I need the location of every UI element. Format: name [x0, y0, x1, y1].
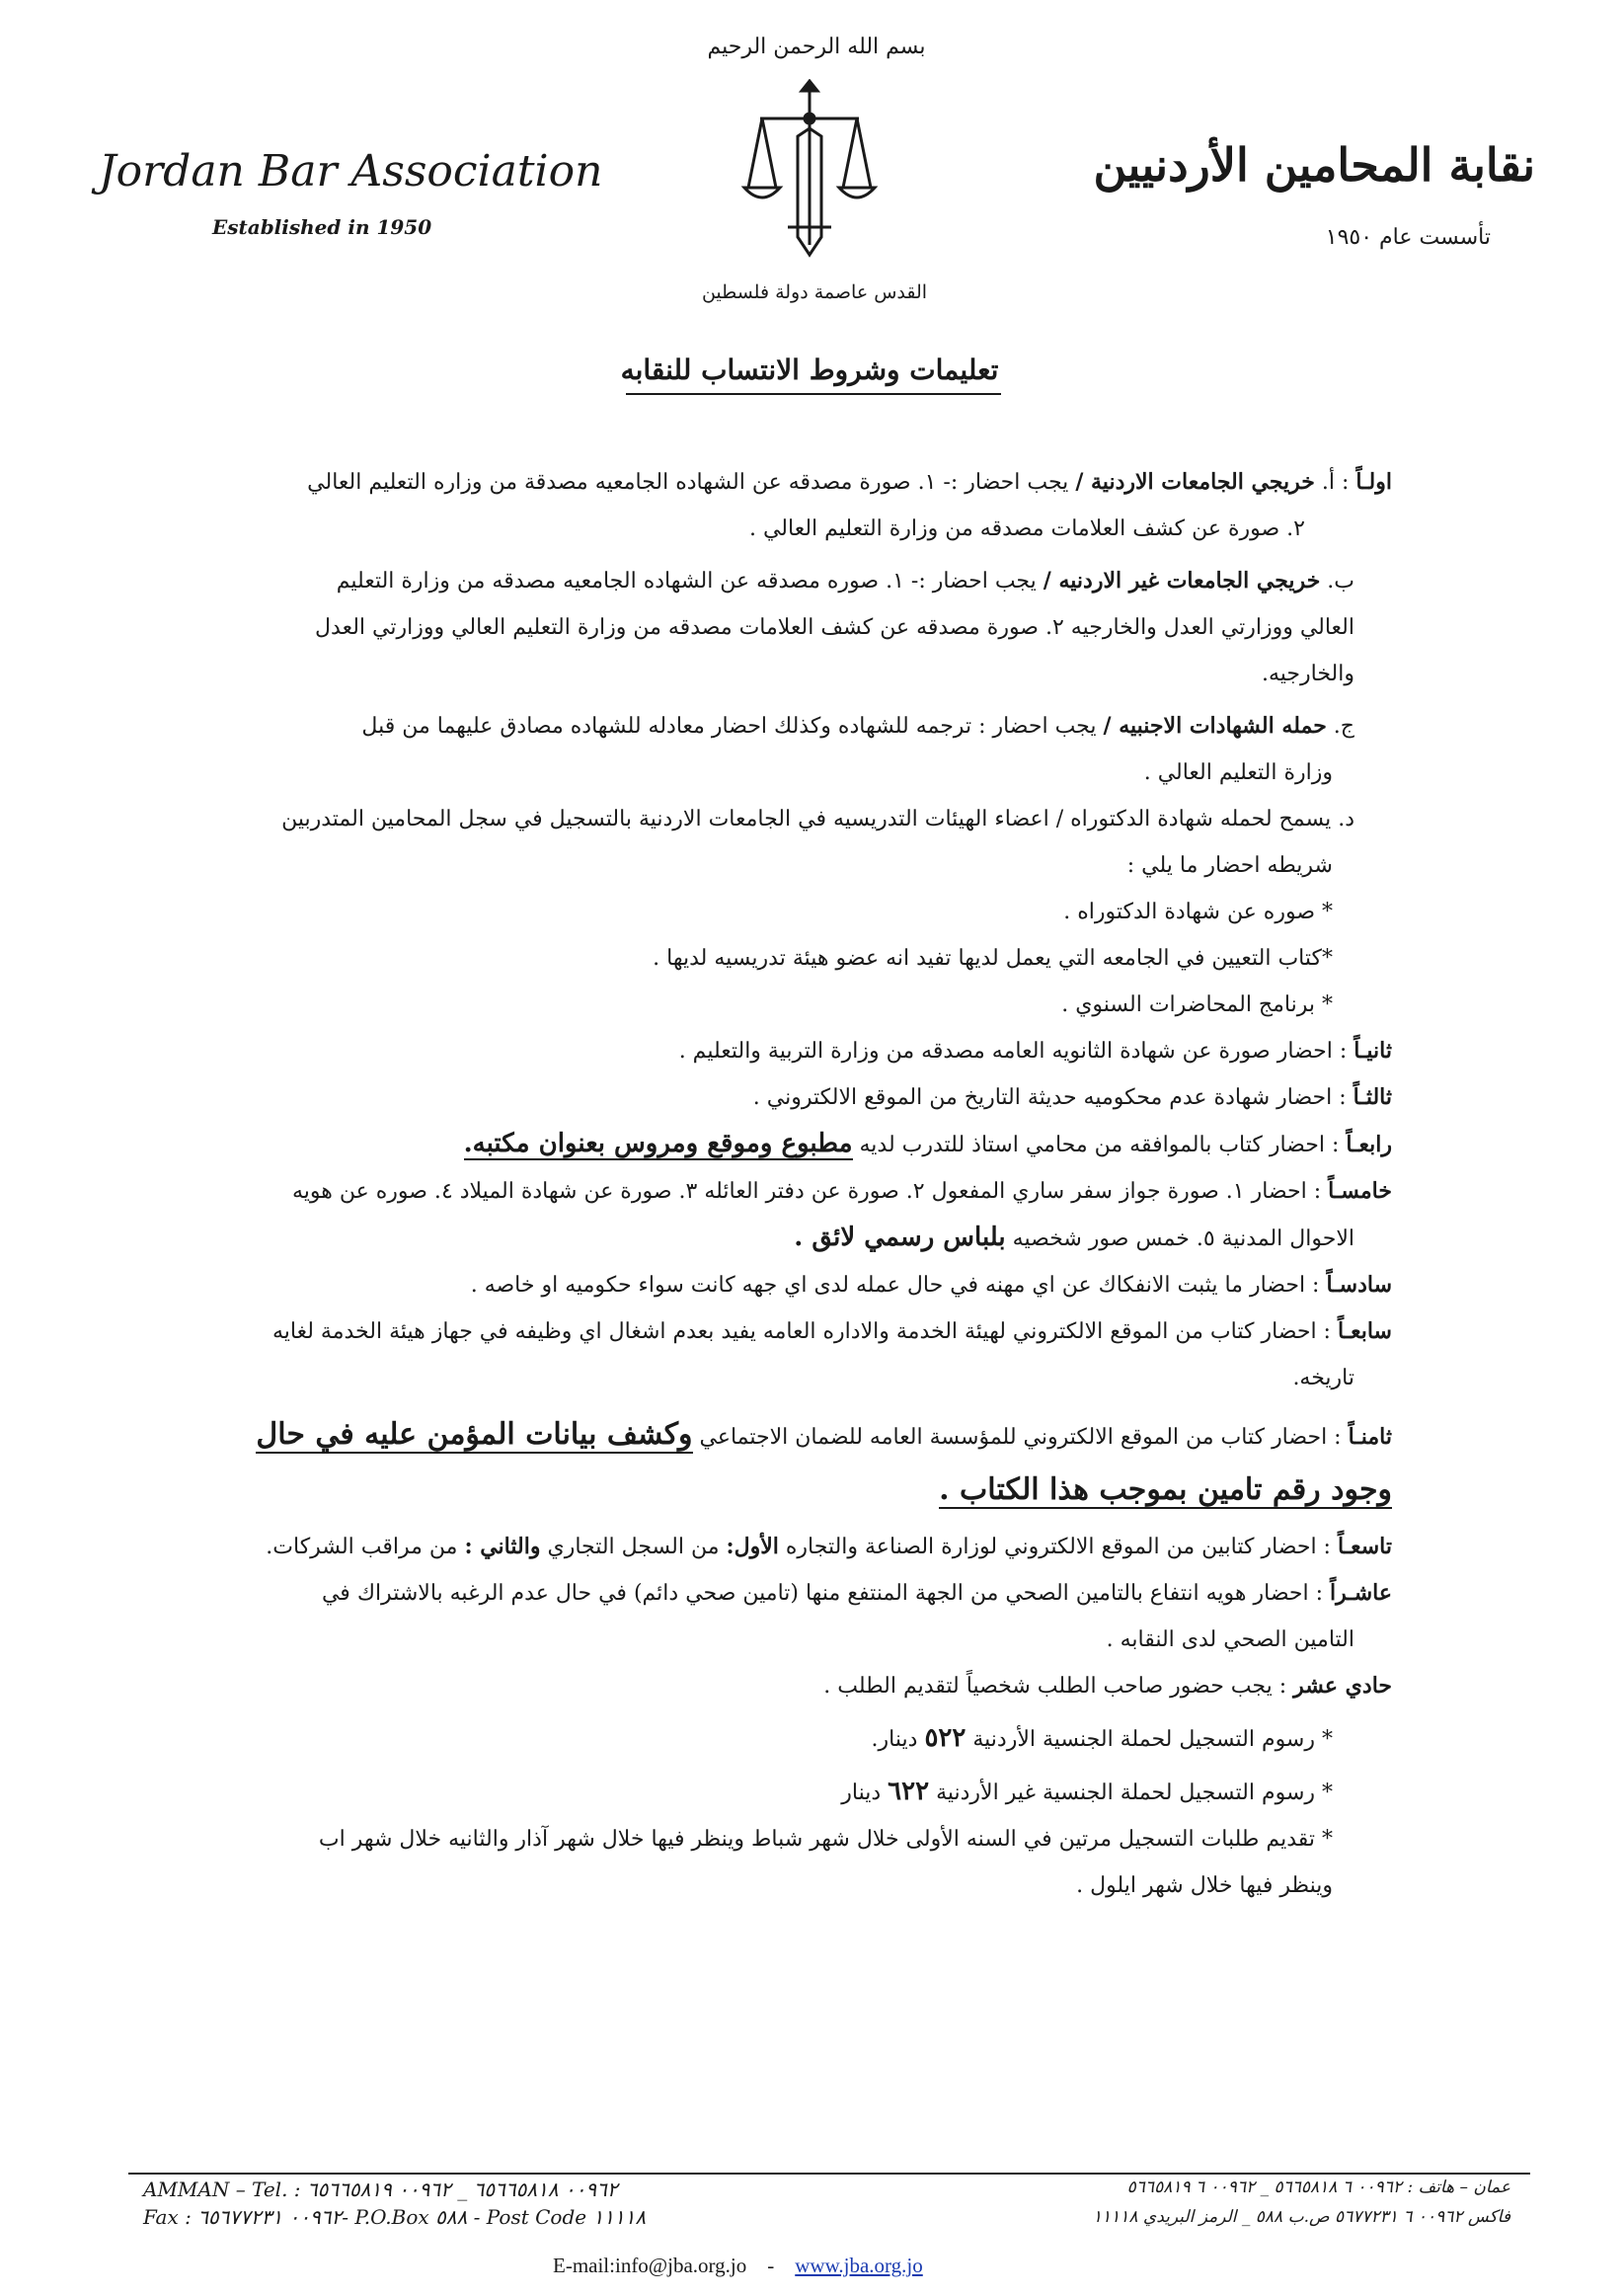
document-body [242, 459, 1392, 1909]
section-3 [242, 1074, 1392, 1121]
basmala: بسم الله الرحمن الرحيم [707, 35, 926, 59]
section-1-b-label: خريجي الجامعات غير الاردنيه / [1043, 568, 1321, 594]
section-7 [242, 1308, 1392, 1355]
section-1-b-line2: العالي ووزارتي العدل والخارجيه ٢. صورة مصدقه عن كشف العلامات مصدقه من وزارة التعليم العالي ووزارتي العدل [315, 615, 1354, 640]
page-title: تعليمات وشروط الانتساب للنقابه [620, 354, 999, 386]
fee-non-jordanian-amount: ٦٢٢ [888, 1777, 930, 1806]
section-7-line1: : احضار كتاب من الموقع الالكتروني لهيئة الخدمة والاداره العامه يفيد بعدم اشغال اي وظيفه في جهاز هيئة الخدمة لغايه [272, 1319, 1331, 1344]
section-9-text3: من مراقب الشركات. [266, 1535, 458, 1559]
english-org-name: Jordan Bar Association [99, 146, 603, 197]
section-6-label: سادسـاً [1326, 1272, 1392, 1298]
section-6 [242, 1262, 1392, 1308]
footer-contact [553, 2254, 923, 2278]
schedule-line2: وينظر فيها خلال شهر ايلول . [1076, 1873, 1333, 1898]
section-9-second: والثاني : [464, 1534, 541, 1559]
fee-non-jordanian [242, 1769, 1392, 1816]
section-11-label: حادي عشر [1293, 1673, 1392, 1699]
fee-jordanian-currency: دينار. [871, 1727, 918, 1752]
section-2-label: ثانيـاً [1353, 1038, 1392, 1064]
section-9-text2: من السجل التجاري [547, 1535, 720, 1559]
footer-arabic-fax: فاكس ٠٠٩٦٢ ٦ ٥٦٧٧٢٣١ ص.ب ٥٨٨ _ الرمز البريدي ١١١١٨ [1092, 2207, 1510, 2227]
scales-of-justice-icon [740, 79, 879, 267]
section-1-d-item3: * برنامج المحاضرات السنوي . [1061, 992, 1333, 1017]
section-1-label: اولـاً [1355, 469, 1392, 495]
fee-non-jordanian-currency: دينار [841, 1781, 882, 1805]
section-5-line2-wrap [242, 1215, 1392, 1262]
section-3-label: ثالثـاً [1353, 1084, 1392, 1110]
section-10-line2: التامين الصحي لدى النقابه . [1106, 1627, 1354, 1652]
section-8-label: ثامنـاً [1348, 1424, 1392, 1450]
footer-fax: Fax : ٠٠٩٦٢ ٦٥٦٧٧٢٣١- P.O.Box ٥٨٨ - Post Code ١١١١٨ [143, 2205, 647, 2229]
section-4-text: : احضار كتاب بالموافقه من محامي استاذ للتدرب لديه [859, 1133, 1340, 1157]
section-2 [242, 1028, 1392, 1074]
section-1-c-label: حمله الشهادات الاجنبيه / [1103, 713, 1327, 739]
section-1-c-line1: يجب احضار : ترجمه للشهاده وكذلك احضار معادله للشهاده مصادق عليهما من قبل [361, 714, 1097, 739]
section-5-bold: بلباس رسمي لائق . [794, 1223, 1006, 1252]
arabic-subtitle: القدس عاصمة دولة فلسطين [701, 281, 928, 303]
section-9-text1: : احضار كتابين من الموقع الالكتروني لوزارة الصناعة والتجاره [785, 1535, 1331, 1559]
section-7-line2: تاريخه. [1292, 1366, 1354, 1390]
section-5 [242, 1168, 1392, 1215]
section-9-first: الأول: [726, 1534, 779, 1559]
section-1-a-line2: ٢. صورة عن كشف العلامات مصدقه من وزارة التعليم العالي . [748, 516, 1305, 541]
title-underline [626, 393, 1001, 395]
section-11 [242, 1663, 1392, 1709]
section-6-text: : احضار ما يثبت الانفكاك عن اي مهنه في حال عمله لدى اي جهه كانت سواء حكوميه او خاصه . [470, 1273, 1320, 1298]
section-7-label: سابعـاً [1337, 1318, 1392, 1344]
section-10-label: عاشـراً [1330, 1580, 1392, 1606]
schedule-line1: * تقديم طلبات التسجيل مرتين في السنه الأولى خلال شهر شباط وينظر فيها خلال شهر آذار والثانيه خلال شهر اب [318, 1827, 1333, 1852]
footer-telephone: AMMAN – Tel. : ٠٠٩٦٢ ٦٥٦٦٥٨١٨ _ ٠٠٩٦٢ ٦٥٦٦٥٨١٩ [143, 2177, 618, 2201]
section-1-b: ب. خريجي الجامعات غير الاردنيه / يجب احضار :- ١. صوره مصدقه عن الشهاده الجامعيه مصدقه من وزارة التعليم [336, 568, 1354, 594]
section-9 [242, 1524, 1392, 1570]
section-1-c: ج. حمله الشهادات الاجنبيه / يجب احضار : ترجمه للشهاده وكذلك احضار معادله للشهاده مصادق عليهما من قبل [361, 713, 1354, 739]
footer-email[interactable]: E-mail:info@jba.org.jo [553, 2254, 747, 2277]
section-10 [242, 1570, 1392, 1617]
section-5-line2: الاحوال المدنية ٥. خمس صور شخصيه [1012, 1227, 1354, 1251]
section-11-text: : يجب حضور صاحب الطلب شخصياً لتقديم الطلب . [823, 1674, 1287, 1699]
fee-jordanian [242, 1715, 1392, 1763]
section-5-line1: : احضار ١. صورة جواز سفر ساري المفعول ٢. صورة عن دفتر العائله ٣. صورة عن شهادة الميلاد ٤. صوره عن هويه [292, 1179, 1322, 1204]
section-5-label: خامسـاً [1328, 1178, 1392, 1204]
footer-separator: - [767, 2254, 775, 2277]
english-established: Established in 1950 [212, 215, 432, 239]
footer-divider [128, 2173, 1530, 2175]
section-8-line2 [242, 1463, 1392, 1518]
arabic-established: تأسست عام ١٩٥٠ [1325, 225, 1491, 250]
section-4 [242, 1121, 1392, 1168]
section-1-a-label: خريجي الجامعات الاردنية / [1075, 469, 1315, 495]
footer-website-link[interactable]: www.jba.org.jo [795, 2254, 923, 2277]
section-1-d-line2: شريطه احضار ما يلي : [1126, 853, 1333, 878]
section-1-d-item1: * صوره عن شهادة الدكتوراه . [1063, 900, 1333, 924]
section-3-text: : احضار شهادة عدم محكوميه حديثة التاريخ من الموقع الالكتروني . [752, 1085, 1347, 1110]
section-8-text: : احضار كتاب من الموقع الالكتروني للمؤسسة العامه للضمان الاجتماعي [699, 1425, 1342, 1450]
section-8-bold1: وكشف بيانات المؤمن عليه في حال [256, 1417, 693, 1452]
fee-jordanian-label: * رسوم التسجيل لحملة الجنسية الأردنية [972, 1727, 1333, 1752]
section-9-label: تاسعـاً [1337, 1534, 1392, 1559]
section-10-line1: : احضار هويه انتفاع بالتامين الصحي من الجهة المنتفع منها (تامين صحي دائم) في حال عدم الرغبه بالاشتراك في [321, 1581, 1324, 1606]
section-1-d-line1: د. يسمح لحمله شهادة الدكتوراه / اعضاء الهيئات التدريسيه في الجامعات الاردنية بالتسجيل في سجل المحامين المتدربين [281, 807, 1354, 831]
section-4-label: رابعـاً [1346, 1132, 1392, 1157]
section-1-a: اولـاً : أ. خريجي الجامعات الاردنية / يجب احضار :- ١. صورة مصدقه عن الشهاده الجامعيه مصدقة من وزاره التعليم العالي [307, 469, 1392, 495]
section-8 [242, 1407, 1392, 1463]
section-1-d-item2: *كتاب التعيين في الجامعه التي يعمل لديها تفيد انه عضو هيئة تدريسيه لديها . [653, 946, 1333, 971]
section-1-b-line1: يجب احضار :- ١. صوره مصدقه عن الشهاده الجامعيه مصدقه من وزارة التعليم [336, 569, 1037, 594]
section-1-c-line2: وزارة التعليم العالي . [1143, 760, 1333, 785]
fee-non-jordanian-label: * رسوم التسجيل لحملة الجنسية غير الأردنية [936, 1781, 1333, 1805]
fee-jordanian-amount: ٥٢٢ [924, 1723, 967, 1753]
section-1-b-line3: والخارجيه. [1262, 662, 1354, 686]
section-1-a-line1: يجب احضار :- ١. صورة مصدقه عن الشهاده الجامعيه مصدقة من وزاره التعليم العالي [307, 470, 1069, 495]
section-4-bold: مطبوع وموقع ومروس بعنوان مكتبه. [463, 1129, 853, 1158]
arabic-org-name: نقابة المحامين الأردنيين [1093, 138, 1535, 192]
footer-arabic-telephone: عمان – هاتف : ٠٠٩٦٢ ٦ ٥٦٦٥٨١٨ _ ٠٠٩٦٢ ٦ ٥٦٦٥٨١٩ [1126, 2177, 1510, 2197]
section-2-text: : احضار صورة عن شهادة الثانويه العامه مصدقه من وزارة التربية والتعليم . [678, 1039, 1348, 1064]
section-8-bold2: وجود رقم تامين بموجب هذا الكتاب . [939, 1472, 1392, 1507]
